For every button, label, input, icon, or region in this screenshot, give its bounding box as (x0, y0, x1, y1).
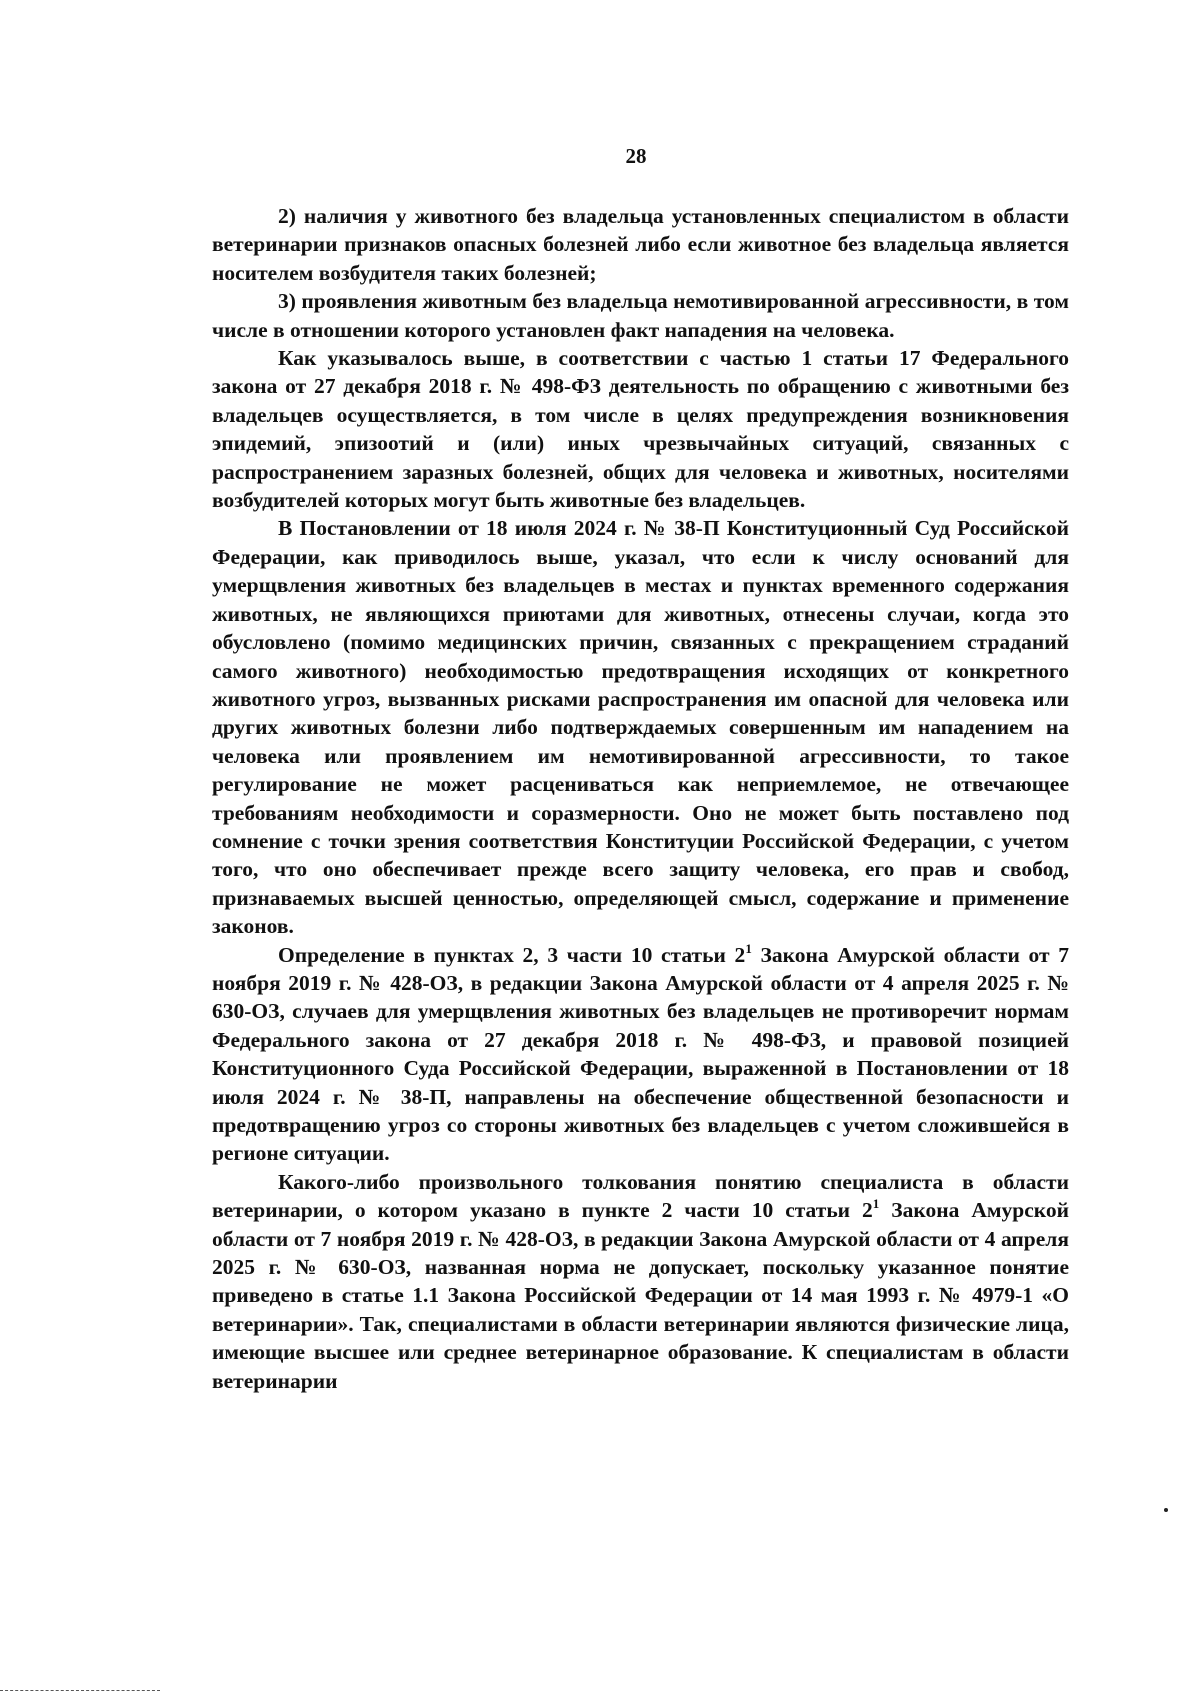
paragraph-item-3: 3) проявления животным без владельца немотивированной агрессивности, в том числе в отношении которого установлен факт нападения на человека. (212, 289, 1069, 342)
document-body (212, 202, 1069, 1395)
paragraph-constitutional-court-ruling: В Постановлении от 18 июля 2024 г. № 38-П Конституционный Суд Российской Федерации, как приводилось выше, указал, что если к числу оснований для умерщвления животных без владельцев в местах и пунктах временного содержания животных, не являющихся приютами для животных, отнесены случаи, когда это обусловлено (помимо медицинских причин, связанных с прекращением страданий самого животного) необходимостью предотвращения исходящих от конкретного животного угроз, вызванных рисками распространения им опасной для человека или других животных болезни либо подтверждаемых совершенным им нападением на человека или проявлением им немотивированной агрессивности, то такое регулирование не может расцениваться как неприемлемое, не отвечающее требованиям необходимости и соразмерности. Оно не может быть поставлено под сомнение с точки зрения соответствия Конституции Российской Федерации, с учетом того, что оно обеспечивает прежде всего защиту человека, его прав и свобод, признаваемых высшей ценностью, определяющей смысл, содержание и применение законов. (212, 516, 1069, 939)
paragraph-federal-law-reference: Как указывалось выше, в соответствии с частью 1 статьи 17 Федерального закона от 27 декабря 2018 г. № 498-ФЗ деятельность по обращению с животными без владельцев осуществляется, в том числе в целях предупреждения возникновения эпидемий, эпизоотий и (или) иных чрезвычайных ситуаций, связанных с распространением заразных болезней, общих для человека и животных, носителями возбудителей которых могут быть животные без владельцев. (212, 346, 1069, 513)
scan-artifact-dot (1164, 1508, 1168, 1512)
scan-artifact-edge (0, 1690, 160, 1693)
para6-superscript: 1 (872, 1196, 880, 1212)
paragraph-amur-law-definition (212, 941, 1069, 1168)
para6-text-start: Какого-либо произвольного толкования понятию специалиста в области ветеринарии, о котором указано в пункте 2 части 10 статьи 2 (212, 1169, 1069, 1223)
para5-text-start: Определение в пунктах 2, 3 части 10 статьи 2 (278, 942, 746, 967)
para5-superscript: 1 (745, 940, 752, 956)
para5-text-end: Закона Амурской области от 7 ноября 2019 г. № 428-ОЗ, в редакции Закона Амурской области от 4 апреля 2025 г. № 630-ОЗ, случаев для умерщвления животных без владельцев не противоречит нормам Федерального закона от 27 декабря 2018 г. № 498-ФЗ, и правовой позицией Конституционного Суда Российской Федерации, выраженной в Постановлении от 18 июля 2024 г. № 38-П, направлены на обеспечение общественной безопасности и предотвращению угроз со стороны животных без владельцев с учетом сложившейся в регионе ситуации. (212, 942, 1069, 1166)
paragraph-veterinary-specialist (212, 1168, 1069, 1395)
page-number: 28 (625, 144, 647, 168)
paragraph-item-2: 2) наличия у животного без владельца установленных специалистом в области ветеринарии признаков опасных болезней либо если животное без владельца является носителем возбудителя таких болезней; (212, 204, 1069, 285)
para6-text-end: Закона Амурской области от 7 ноября 2019 г. № 428-ОЗ, в редакции Закона Амурской области от 4 апреля 2025 г. № 630-ОЗ, названная норма не допускает, поскольку указанное понятие приведено в статье 1.1 Закона Российской Федерации от 14 мая 1993 г. № 4979-1 «О ветеринарии». Так, специалистами в области ветеринарии являются физические лица, имеющие высшее или среднее ветеринарное образование. К специалистам в области ветеринарии (212, 1198, 1069, 1393)
